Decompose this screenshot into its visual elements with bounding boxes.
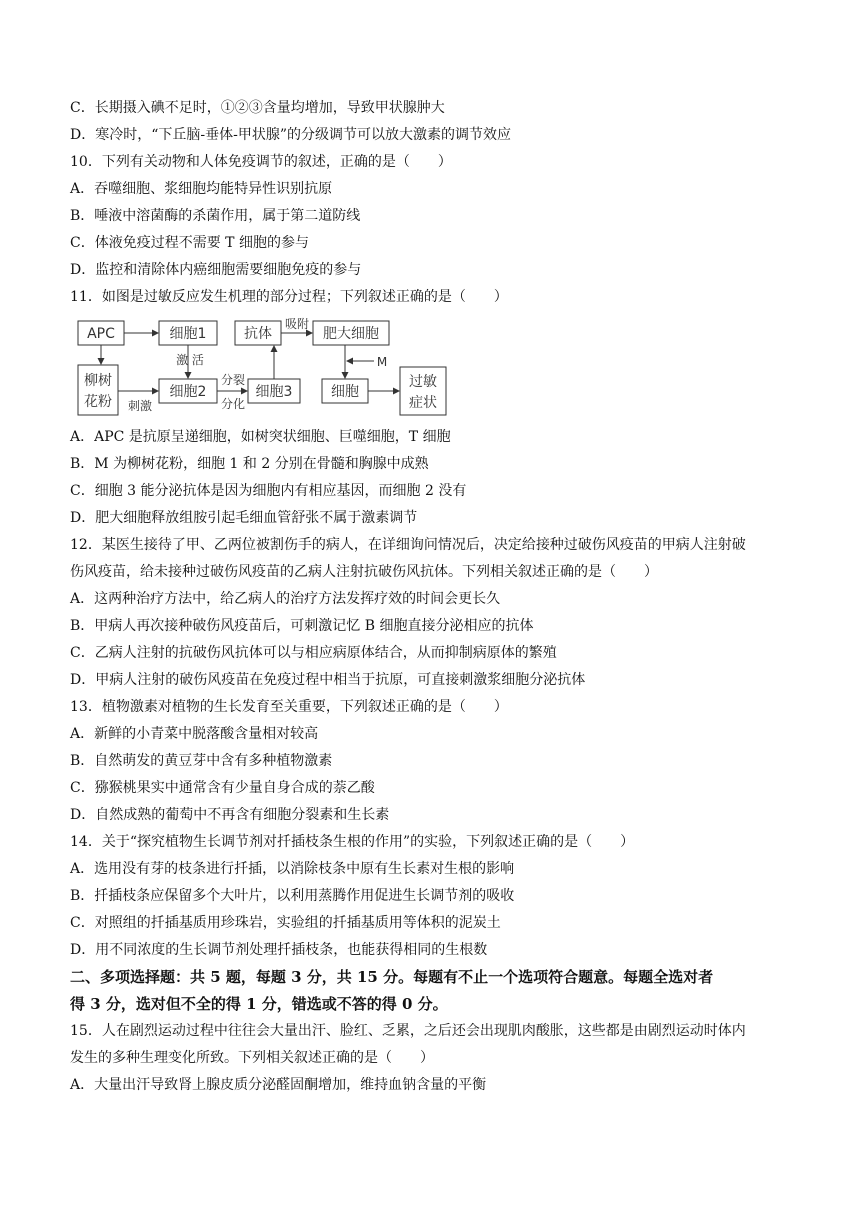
q14-option-a: A．选用没有芽的枝条进行扦插，以消除枝条中原有生长素对生根的影响 bbox=[70, 861, 515, 877]
cell3-label: 细胞3 bbox=[255, 384, 293, 400]
cell1-label: 细胞1 bbox=[169, 326, 207, 342]
q12-option-a: A．这两种治疗方法中，给乙病人的治疗方法发挥疗效的时间会更长久 bbox=[70, 591, 501, 607]
q11-option-d: D．肥大细胞释放组胺引起毛细血管舒张不属于激素调节 bbox=[70, 510, 418, 526]
activate-label: 激 活 bbox=[176, 353, 204, 367]
antibody-label: 抗体 bbox=[244, 326, 272, 342]
q12-option-d: D．甲病人注射的破伤风疫苗在免疫过程中相当于抗原，可直接刺激浆细胞分泌抗体 bbox=[70, 672, 586, 688]
m-label: M bbox=[376, 355, 388, 369]
pollen-label-2: 花粉 bbox=[84, 394, 112, 410]
q13-stem: 13．植物激素对植物的生长发育至关重要，下列叙述正确的是（ ） bbox=[70, 699, 508, 715]
q10-option-b: B．唾液中溶菌酶的杀菌作用，属于第二道防线 bbox=[70, 208, 361, 224]
q10-stem: 10．下列有关动物和人体免疫调节的叙述，正确的是（ ） bbox=[70, 154, 452, 170]
section2-heading-line2: 得 3 分，选对但不全的得 1 分，错选或不答的得 0 分。 bbox=[70, 995, 448, 1013]
section2-heading-line1: 二、多项选择题：共 5 题，每题 3 分，共 15 分。每题有不止一个选项符合题意。每题全选对者 bbox=[70, 968, 714, 986]
q10-option-c: C．体液免疫过程不需要 T 细胞的参与 bbox=[70, 235, 309, 251]
q13-option-b: B．自然萌发的黄豆芽中含有多种植物激素 bbox=[70, 753, 333, 769]
q12-option-c: C．乙病人注射的抗破伤风抗体可以与相应病原体结合，从而抑制病原体的繁殖 bbox=[70, 645, 557, 661]
q11-option-b: B．M 为柳树花粉，细胞 1 和 2 分别在骨髓和胸腺中成熟 bbox=[70, 456, 429, 472]
q14-option-c: C．对照组的扦插基质用珍珠岩，实验组的扦插基质用等体积的泥炭土 bbox=[70, 915, 501, 931]
cell2-label: 细胞2 bbox=[169, 384, 207, 400]
q9-option-d: D．寒冷时，“下丘脑-垂体-甲状腺”的分级调节可以放大激素的调节效应 bbox=[70, 127, 511, 143]
q9-option-c: C．长期摄入碘不足时，①②③含量均增加，导致甲状腺肿大 bbox=[70, 100, 445, 116]
q13-option-c: C．猕猴桃果实中通常含有少量自身合成的萘乙酸 bbox=[70, 780, 375, 796]
q15-option-a: A．大量出汗导致肾上腺皮质分泌醛固酮增加，维持血钠含量的平衡 bbox=[70, 1077, 487, 1093]
q12-stem-line2: 伤风疫苗，给未接种过破伤风疫苗的乙病人注射抗破伤风抗体。下列相关叙述正确的是（ ） bbox=[70, 564, 658, 580]
divide-label-1: 分裂 bbox=[220, 373, 246, 387]
allergy-label-2: 症状 bbox=[409, 395, 437, 411]
cell-label: 细胞 bbox=[331, 384, 359, 400]
q11-stem: 11．如图是过敏反应发生机理的部分过程；下列叙述正确的是（ ） bbox=[70, 289, 508, 305]
q15-stem-line2: 发生的多种生理变化所致。下列相关叙述正确的是（ ） bbox=[70, 1050, 434, 1066]
mast-cell-label: 肥大细胞 bbox=[323, 326, 379, 342]
q12-stem-line1: 12．某医生接待了甲、乙两位被割伤手的病人，在详细询问情况后，决定给接种过破伤风疫苗的甲病人注射破 bbox=[70, 537, 746, 553]
allergy-mechanism-diagram bbox=[76, 317, 456, 419]
pollen-label-1: 柳树 bbox=[84, 373, 112, 389]
allergy-label-1: 过敏 bbox=[409, 374, 437, 390]
q14-option-d: D．用不同浓度的生长调节剂处理扦插枝条，也能获得相同的生根数 bbox=[70, 942, 488, 958]
q11-option-c: C．细胞 3 能分泌抗体是因为细胞内有相应基因，而细胞 2 没有 bbox=[70, 483, 467, 499]
stimulate-label: 刺激 bbox=[127, 399, 153, 413]
q10-option-d: D．监控和清除体内癌细胞需要细胞免疫的参与 bbox=[70, 262, 362, 278]
q11-option-a: A．APC 是抗原呈递细胞，如树突状细胞、巨噬细胞，T 细胞 bbox=[70, 429, 451, 445]
adsorb-label: 吸附 bbox=[284, 317, 310, 331]
q13-option-a: A．新鲜的小青菜中脱落酸含量相对较高 bbox=[70, 726, 319, 742]
q15-stem-line1: 15．人在剧烈运动过程中往往会大量出汗、脸红、乏累，之后还会出现肌肉酸胀，这些都是由剧烈运动时体内 bbox=[70, 1023, 746, 1039]
q13-option-d: D．自然成熟的葡萄中不再含有细胞分裂素和生长素 bbox=[70, 807, 390, 823]
q14-option-b: B．扦插枝条应保留多个大叶片，以利用蒸腾作用促进生长调节剂的吸收 bbox=[70, 888, 515, 904]
q10-option-a: A．吞噬细胞、浆细胞均能特异性识别抗原 bbox=[70, 181, 333, 197]
q12-option-b: B．甲病人再次接种破伤风疫苗后，可刺激记忆 B 细胞直接分泌相应的抗体 bbox=[70, 618, 534, 634]
q14-stem: 14．关于“探究植物生长调节剂对扦插枝条生根的作用”的实验，下列叙述正确的是（ ） bbox=[70, 834, 635, 850]
divide-label-2: 分化 bbox=[220, 397, 246, 411]
apc-label: APC bbox=[87, 326, 115, 342]
